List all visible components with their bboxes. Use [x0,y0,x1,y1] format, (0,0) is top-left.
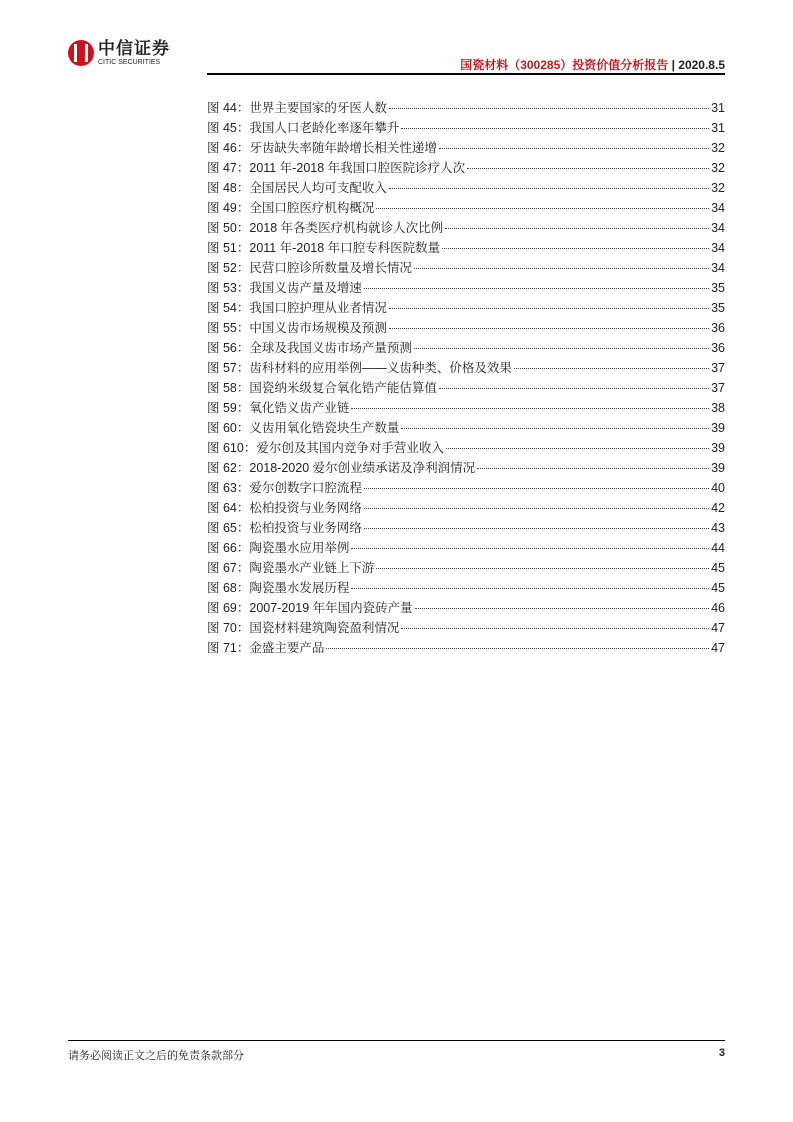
toc-leader-dots [364,488,709,489]
toc-entry-label: 图 46：牙齿缺失率随年龄增长相关性递增 [207,141,437,155]
toc-leader-dots [415,608,709,609]
toc-entry-page: 39 [711,441,725,455]
toc-entry-label: 图 49：全国口腔医疗机构概况 [207,201,375,215]
toc-entry-page: 39 [711,461,725,475]
toc-entry[interactable] [207,538,725,558]
toc-entry-page: 47 [711,621,725,635]
toc-entry[interactable] [207,578,725,598]
toc-entry-label: 图 67：陶瓷墨水产业链上下游 [207,561,375,575]
toc-entry-page: 47 [711,641,725,655]
toc-entry[interactable] [207,478,725,498]
toc-entry-page: 32 [711,161,725,175]
toc-entry-page: 42 [711,501,725,515]
toc-entry-label: 图 62：2018-2020 爱尔创业绩承诺及净利润情况 [207,461,476,475]
toc-entry[interactable] [207,398,725,418]
header-divider [207,73,725,75]
toc-entry-label: 图 51：2011 年-2018 年口腔专科医院数量 [207,241,441,255]
toc-entry[interactable] [207,378,725,398]
header-title [460,56,725,73]
toc-leader-dots [442,248,709,249]
toc-leader-dots [326,648,709,649]
toc-leader-dots [401,628,709,629]
toc-entry-page: 35 [711,301,725,315]
toc-entry-page: 37 [711,381,725,395]
toc-entry-page: 39 [711,421,725,435]
toc-entry-label: 图 58：国瓷纳米级复合氧化锆产能估算值 [207,381,437,395]
toc-entry-label: 图 44：世界主要国家的牙医人数 [207,101,387,115]
toc-entry-label: 图 59：氧化锆义齿产业链 [207,401,350,415]
toc-entry-label: 图 55：中国义齿市场规模及预测 [207,321,387,335]
toc-leader-dots [351,548,709,549]
toc-leader-dots [401,428,709,429]
report-date: 2020.8.5 [678,58,725,72]
toc-leader-dots [514,368,709,369]
toc-entry[interactable] [207,418,725,438]
toc-entry[interactable] [207,338,725,358]
toc-leader-dots [414,268,709,269]
page-number: 3 [718,1047,725,1059]
toc-entry[interactable] [207,178,725,198]
toc-entry-page: 36 [711,341,725,355]
footer-disclaimer: 请务必阅读正文之后的免责条款部分 [68,1050,244,1062]
toc-entry-page: 38 [711,401,725,415]
toc-entry-page: 44 [711,541,725,555]
toc-entry-page: 32 [711,141,725,155]
toc-entry-page: 34 [711,201,725,215]
toc-entry[interactable] [207,458,725,478]
toc-entry-label: 图 53：我国义齿产量及增速 [207,281,362,295]
toc-leader-dots [477,468,709,469]
toc-leader-dots [389,328,709,329]
toc-entry[interactable] [207,138,725,158]
toc-leader-dots [414,348,709,349]
toc-leader-dots [364,508,709,509]
toc-entry[interactable] [207,278,725,298]
toc-entry[interactable] [207,118,725,138]
toc-entry-label: 图 45：我国人口老龄化率逐年攀升 [207,121,400,135]
toc-entry-page: 37 [711,361,725,375]
toc-leader-dots [389,308,709,309]
toc-entry-page: 34 [711,221,725,235]
logo-chinese-name: 中信证券 [98,39,170,58]
toc-entry-label: 图 65：松柏投资与业务网络 [207,521,362,535]
toc-entry[interactable] [207,438,725,458]
footer-divider [68,1040,725,1041]
toc-entry-page: 40 [711,481,725,495]
logo-english-name: CITIC SECURITIES [98,59,161,66]
toc-entry[interactable] [207,618,725,638]
toc-entry-page: 43 [711,521,725,535]
toc-entry[interactable] [207,518,725,538]
toc-leader-dots [376,568,709,569]
toc-entry[interactable] [207,298,725,318]
toc-leader-dots [439,388,709,389]
toc-leader-dots [364,528,709,529]
toc-entry-page: 46 [711,601,725,615]
toc-leader-dots [376,208,709,209]
toc-entry[interactable] [207,258,725,278]
toc-leader-dots [467,168,709,169]
toc-entry-label: 图 66：陶瓷墨水应用举例 [207,541,350,555]
toc-entry-page: 36 [711,321,725,335]
toc-entry[interactable] [207,318,725,338]
toc-leader-dots [446,448,709,449]
toc-entry-label: 图 63：爱尔创数字口腔流程 [207,481,362,495]
toc-entry[interactable] [207,498,725,518]
toc-entry-label: 图 71：金盛主要产品 [207,641,325,655]
toc-entry-page: 45 [711,561,725,575]
toc-entry-label: 图 70：国瓷材料建筑陶瓷盈利情况 [207,621,400,635]
toc-entry[interactable] [207,358,725,378]
toc-entry-label: 图 60：义齿用氧化锆瓷块生产数量 [207,421,400,435]
toc-entry-page: 35 [711,281,725,295]
toc-entry-page: 32 [711,181,725,195]
toc-leader-dots [439,148,709,149]
toc-entry[interactable] [207,158,725,178]
toc-entry-label: 图 52：民营口腔诊所数量及增长情况 [207,261,412,275]
toc-leader-dots [351,588,709,589]
citic-securities-logo [68,40,170,66]
toc-entry[interactable] [207,198,725,218]
figure-table-of-contents [207,98,725,658]
toc-entry-label: 图 69：2007-2019 年年国内瓷砖产量 [207,601,413,615]
toc-entry-label: 图 68：陶瓷墨水发展历程 [207,581,350,595]
header-separator: | [668,58,679,72]
toc-leader-dots [445,228,709,229]
toc-entry-page: 31 [711,121,725,135]
toc-entry[interactable] [207,558,725,578]
toc-leader-dots [401,128,709,129]
toc-entry-label: 图 64：松柏投资与业务网络 [207,501,362,515]
toc-leader-dots [389,188,709,189]
toc-leader-dots [389,108,709,109]
toc-entry-page: 31 [711,101,725,115]
toc-entry[interactable] [207,238,725,258]
toc-entry[interactable] [207,98,725,118]
toc-entry-label: 图 54：我国口腔护理从业者情况 [207,301,387,315]
toc-entry-page: 34 [711,241,725,255]
toc-entry[interactable] [207,598,725,618]
toc-entry-label: 图 57：齿科材料的应用举例——义齿种类、价格及效果 [207,361,512,375]
toc-entry[interactable] [207,638,725,658]
toc-entry-label: 图 56：全球及我国义齿市场产量预测 [207,341,412,355]
toc-entry-label: 图 610：爱尔创及其国内竞争对手营业收入 [207,441,444,455]
toc-entry[interactable] [207,218,725,238]
toc-entry-page: 45 [711,581,725,595]
toc-entry-label: 图 47：2011 年-2018 年我国口腔医院诊疗人次 [207,161,466,175]
citic-logo-icon [68,40,94,66]
toc-leader-dots [364,288,709,289]
toc-leader-dots [351,408,709,409]
toc-entry-label: 图 50：2018 年各类医疗机构就诊人次比例 [207,221,444,235]
report-title: 国瓷材料（300285）投资价值分析报告 [460,58,669,72]
toc-entry-label: 图 48：全国居民人均可支配收入 [207,181,387,195]
toc-entry-page: 34 [711,261,725,275]
